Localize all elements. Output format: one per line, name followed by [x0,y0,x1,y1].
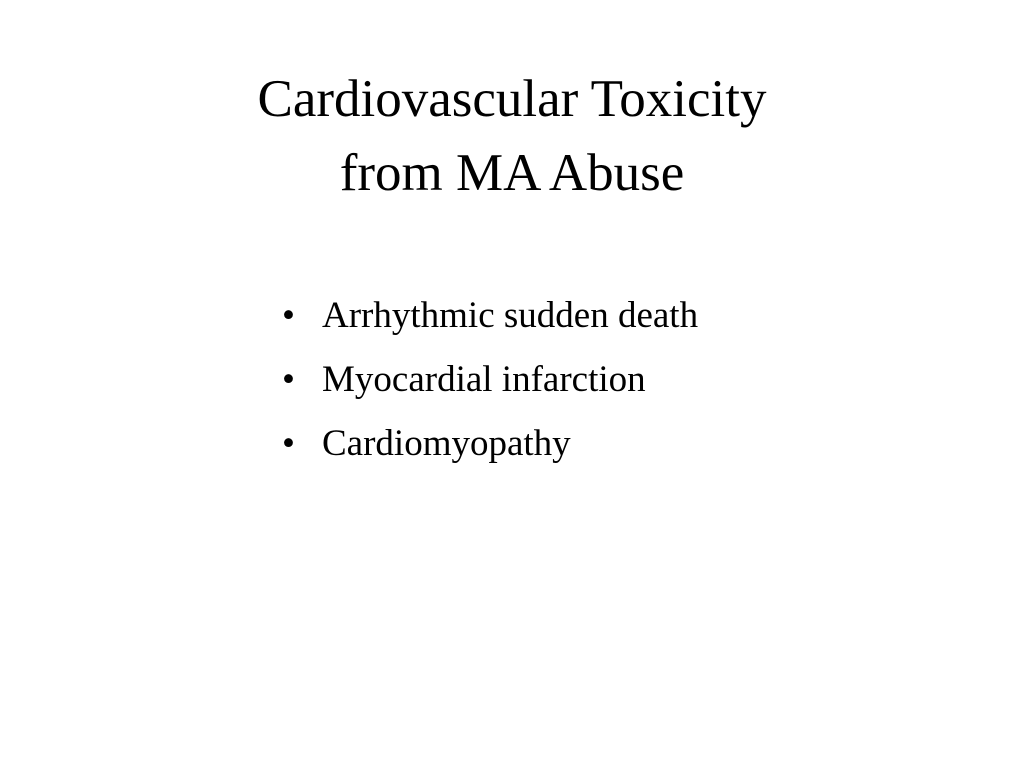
bullet-dot-icon: • [282,423,295,464]
bullet-text: Cardiomyopathy [322,423,571,464]
bullet-text: Arrhythmic sudden death [322,295,699,336]
slide-title-line-1: Cardiovascular Toxicity [257,70,767,128]
slide-title-line-2: from MA Abuse [339,144,685,202]
bullet-dot-icon: • [282,359,295,400]
slide-title [0,62,1024,210]
bullet-dot-icon: • [282,295,295,336]
bullet-text: Myocardial infarction [322,359,646,400]
